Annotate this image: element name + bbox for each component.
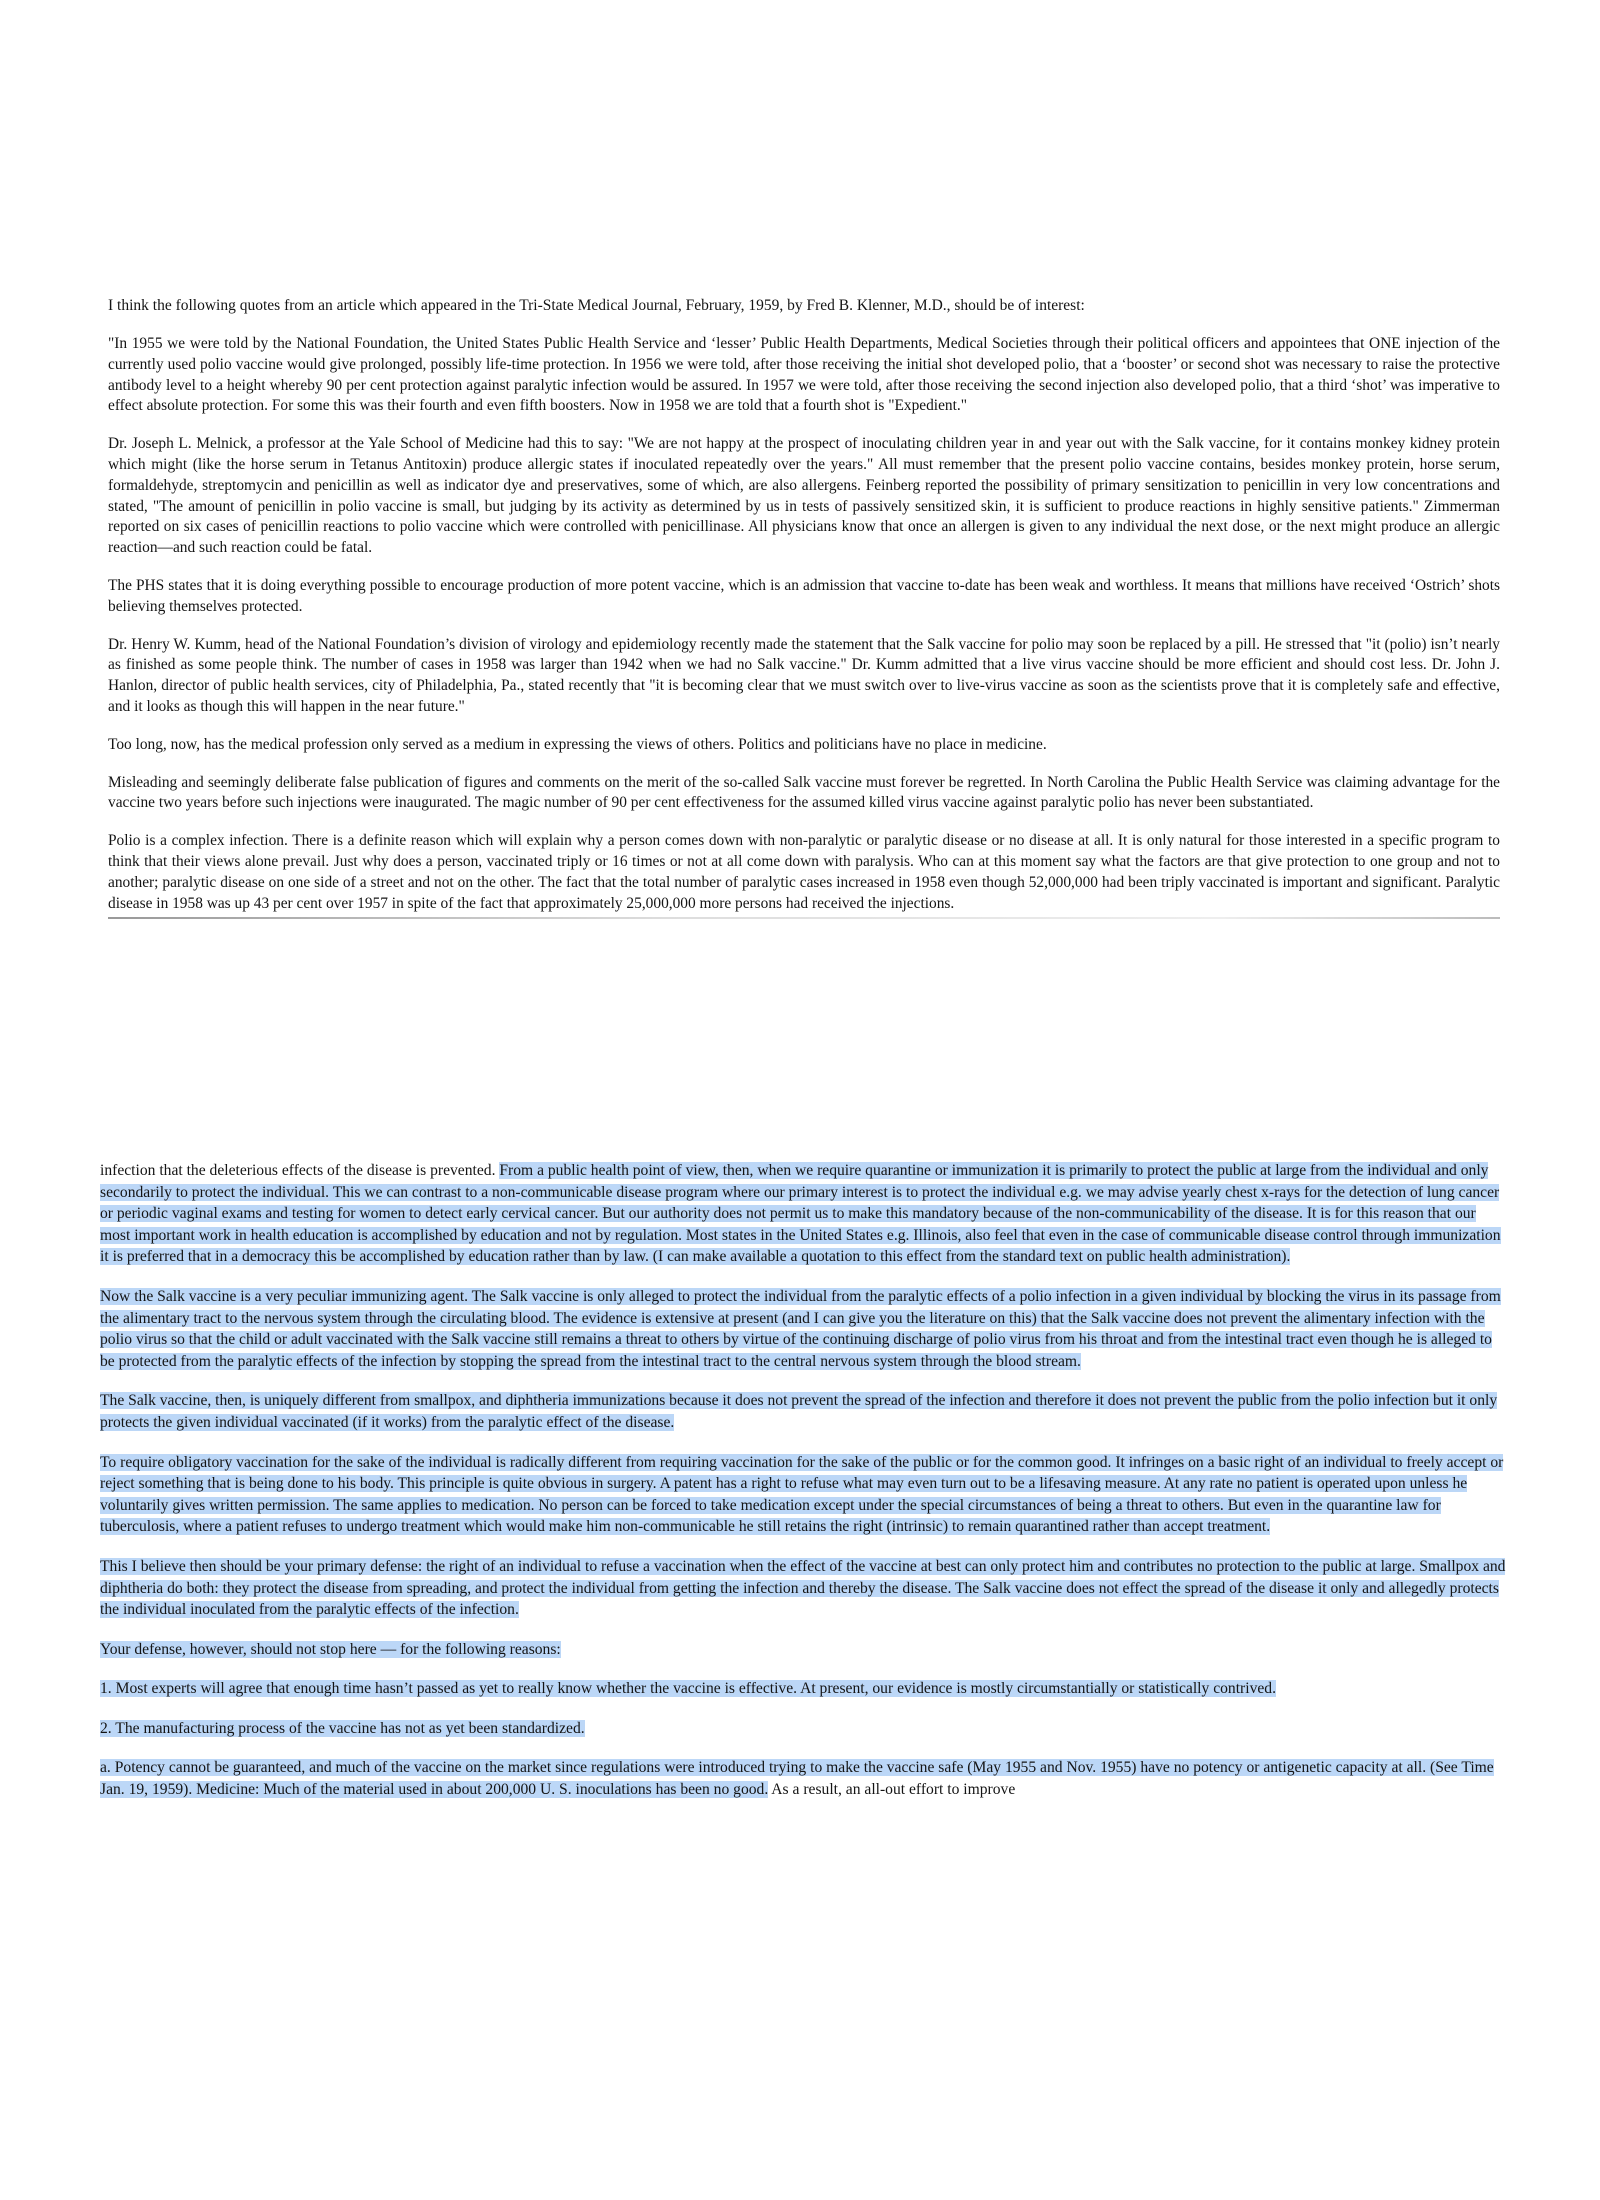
body-paragraph-2 [100, 1286, 1508, 1372]
body-paragraph-3 [100, 1390, 1508, 1433]
unselected-text: As a result, an all-out effort to improve [768, 1781, 1016, 1799]
selected-text[interactable]: The Salk vaccine, then, is uniquely different from smallpox, and diphtheria immunizations because it does not prevent the spread of the infection and therefore it does not prevent the public from the polio infection but it only protects the given individual vaccinated (if it works) from the paralytic effect of the disease. [100, 1392, 1498, 1431]
selected-text[interactable]: a. Potency cannot be guaranteed, and much of the vaccine on the market since regulations were introduced trying to make the vaccine safe (May 1955 and Nov. 1955) have no potency or antigenetic capacity at all. (See Time Jan. 19, 1959). Medicine: Much of the material used in about 200,000 U. S. inoculations has been no good. [100, 1759, 1494, 1799]
unselected-text: infection that the deleterious effects of the disease is prevented. [100, 1162, 500, 1179]
quote-paragraph-3: The PHS states that it is doing everything possible to encourage production of more potent vaccine, which is an admission that vaccine to-date has been weak and worthless. It means that millions have received ‘Ostrich’ shots believing themselves protected. [108, 576, 1500, 615]
top-text-block [108, 295, 1500, 919]
quote-paragraph-2: Dr. Joseph L. Melnick, a professor at the Yale School of Medicine had this to say: "We are not happy at the prospect of inoculating children year in and year out with the Salk vaccine, for it contains monkey kidney protein which might (like the horse serum in Tetanus Antitoxin) produce allergic states if inoculated repeatedly over the years." All must remember that the present polio vaccine contains, besides monkey protein, horse serum, formaldehyde, streptomycin and penicillin as well as indicator dye and preservatives, some of which, are also allergens. Feinberg reported the possibility of primary sensitization to penicillin in very low concentrations and stated, "The amount of penicillin in polio vaccine is small, but judging by its activity as determined by us in tests of passively sensitized skin, it is sufficient to produce reactions in highly sensitive patients." Zimmerman reported on six cases of penicillin reactions to polio vaccine which were controlled with penicillinase. All physicians know that once an allergen is given to any individual the next dose, or the next might produce an allergic reaction—and such reaction could be fatal. [108, 435, 1500, 557]
list-item-2 [100, 1718, 1508, 1740]
intro-paragraph: I think the following quotes from an article which appeared in the Tri-State Medical Journal, February, 1959, by Fred B. Klenner, M.D., should be of interest: [108, 297, 1085, 314]
bottom-text-block [100, 1160, 1508, 1819]
quote-paragraph-6: Misleading and seemingly deliberate false publication of figures and comments on the merit of the so-called Salk vaccine must forever be regretted. In North Carolina the Public Health Service was claiming advantage for the vaccine two years before such injections were inaugurated. The magic number of 90 per cent effectiveness for the assumed killed virus vaccine against paralytic polio has never been substantiated. [108, 773, 1500, 812]
selected-text[interactable]: Your defense, however, should not stop here — for the following reasons: [100, 1640, 561, 1658]
body-paragraph-6 [100, 1639, 1508, 1661]
list-item-2a [100, 1757, 1508, 1800]
selected-text[interactable]: Now the Salk vaccine is a very peculiar immunizing agent. The Salk vaccine is only alleged to protect the individual from the paralytic effects of a polio infection in a given individual by blocking the virus in its passage from the alimentary tract to the nervous system through the circulating blood. The evidence is extensive at present (and I can give you the literature on this) that the Salk vaccine does not prevent the alimentary infection with the polio virus so that the child or adult vaccinated with the Salk vaccine still remains a threat to others by virtue of the continuing discharge of polio virus from his throat and from the intestinal tract even though he is alleged to be protected from the paralytic effects of the infection by stopping the spread from the intestinal tract to the central nervous system through the blood stream. [100, 1287, 1501, 1370]
quote-paragraph-5: Too long, now, has the medical profession only served as a medium in expressing the views of others. Politics and politicians have no place in medicine. [108, 735, 1047, 753]
selected-text[interactable]: This I believe then should be your primary defense: the right of an individual to refuse a vaccination when the effect of the vaccine at best can only protect him and contributes no protection to the public at large. Smallpox and diphtheria do both: they protect the disease from spreading, and protect the individual from getting the infection and thereby the disease. The Salk vaccine does not effect the spread of the disease it only and allegedly protects the individual inoculated from the paralytic effects of the infection. [100, 1557, 1506, 1619]
selected-text[interactable]: 1. Most experts will agree that enough time hasn’t passed as yet to really know whether the vaccine is effective. At present, our evidence is mostly circumstantially or statistically contrived. [100, 1680, 1276, 1698]
selected-text[interactable]: To require obligatory vaccination for the sake of the individual is radically different from requiring vaccination for the sake of the public or for the common good. It infringes on a basic right of an individual to freely accept or reject something that is being done to his body. This principle is quite obvious in surgery. A patent has a right to refuse what may even turn out to be a lifesaving measure. At any rate no patient is operated upon unless he voluntarily gives written permission. The same applies to medication. No person can be forced to take medication except under the special circumstances of being a threat to others. But even in the quarantine law for tuberculosis, where a patient refuses to undergo treatment which would make him non-communicable he still retains the right (intrinsic) to remain quarantined rather than accept treatment. [100, 1453, 1504, 1536]
body-paragraph-1 [100, 1160, 1508, 1268]
body-paragraph-4 [100, 1452, 1508, 1538]
selected-text[interactable]: From a public health point of view, then, when we require quarantine or immunization it is primarily to protect the public at large from the individual and only secondarily to protect the individual. This we can contrast to a non-communicable disease program where our primary interest is to protect the individual e.g. we may advise yearly chest x-rays for the detection of lung cancer or periodic vaginal exams and testing for women to detect early cervical cancer. But our authority does not permit us to make this mandatory because of the non-communicability of the disease. It is for this reason that our most important work in health education is accomplished by education and not by regulation. Most states in the United States e.g. Illinois, also feel that even in the case of communicable disease control through immunization it is preferred that in a democracy this be accomplished by education rather than by law. (I can make available a quotation to this effect from the standard text on public health administration). [100, 1162, 1501, 1266]
quote-paragraph-7: Polio is a complex infection. There is a definite reason which will explain why a person comes down with non-paralytic or paralytic disease or no disease at all. It is only natural for those interested in a specific program to think that their views alone prevail. Just why does a person, vaccinated triply or 16 times or not at all come down with paralysis. Who can at this moment say what the factors are that give protection to one group and not to another; paralytic disease on one side of a street and not on the other. The fact that the total number of paralytic cases increased in 1958 even though 52,000,000 had been triply vaccinated is important and significant. Paralytic disease in 1958 was up 43 per cent over 1957 in spite of the fact that approximately 25,000,000 more persons had received the injections. [108, 832, 1500, 912]
quote-paragraph-1: "In 1955 we were told by the National Foundation, the United States Public Health Service and ‘lesser’ Public Health Departments, Medical Societies through their political officers and appointees that ONE injection of the currently used polio vaccine would give prolonged, possibly life-time protection. In 1956 we were told, after those receiving the initial shot developed polio, that a ‘booster’ or second shot was necessary to raise the protective antibody level to a height whereby 90 per cent protection against paralytic infection would be assured. In 1957 we were told, after those receiving the second injection also developed polio, that a third ‘shot’ was imperative to effect absolute protection. For some this was their fourth and even fifth boosters. Now in 1958 we are told that a fourth shot is "Expedient." [108, 335, 1500, 415]
body-paragraph-5 [100, 1556, 1508, 1621]
list-item-1 [100, 1678, 1508, 1700]
page-edge-divider [108, 917, 1500, 919]
quote-paragraph-4: Dr. Henry W. Kumm, head of the National Foundation’s division of virology and epidemiology recently made the statement that the Salk vaccine for polio may soon be replaced by a pill. He stressed that "it (polio) isn’t nearly as finished as some people think. The number of cases in 1958 was larger than 1942 when we had no Salk vaccine." Dr. Kumm admitted that a live virus vaccine should be more efficient and should cost less. Dr. John J. Hanlon, director of public health services, city of Philadelphia, Pa., stated recently that "it is becoming clear that we must switch over to live-virus vaccine as soon as the scientists prove that it is completely safe and effective, and it looks as though this will happen in the near future." [108, 635, 1500, 715]
selected-text[interactable]: 2. The manufacturing process of the vaccine has not as yet been standardized. [100, 1719, 585, 1737]
